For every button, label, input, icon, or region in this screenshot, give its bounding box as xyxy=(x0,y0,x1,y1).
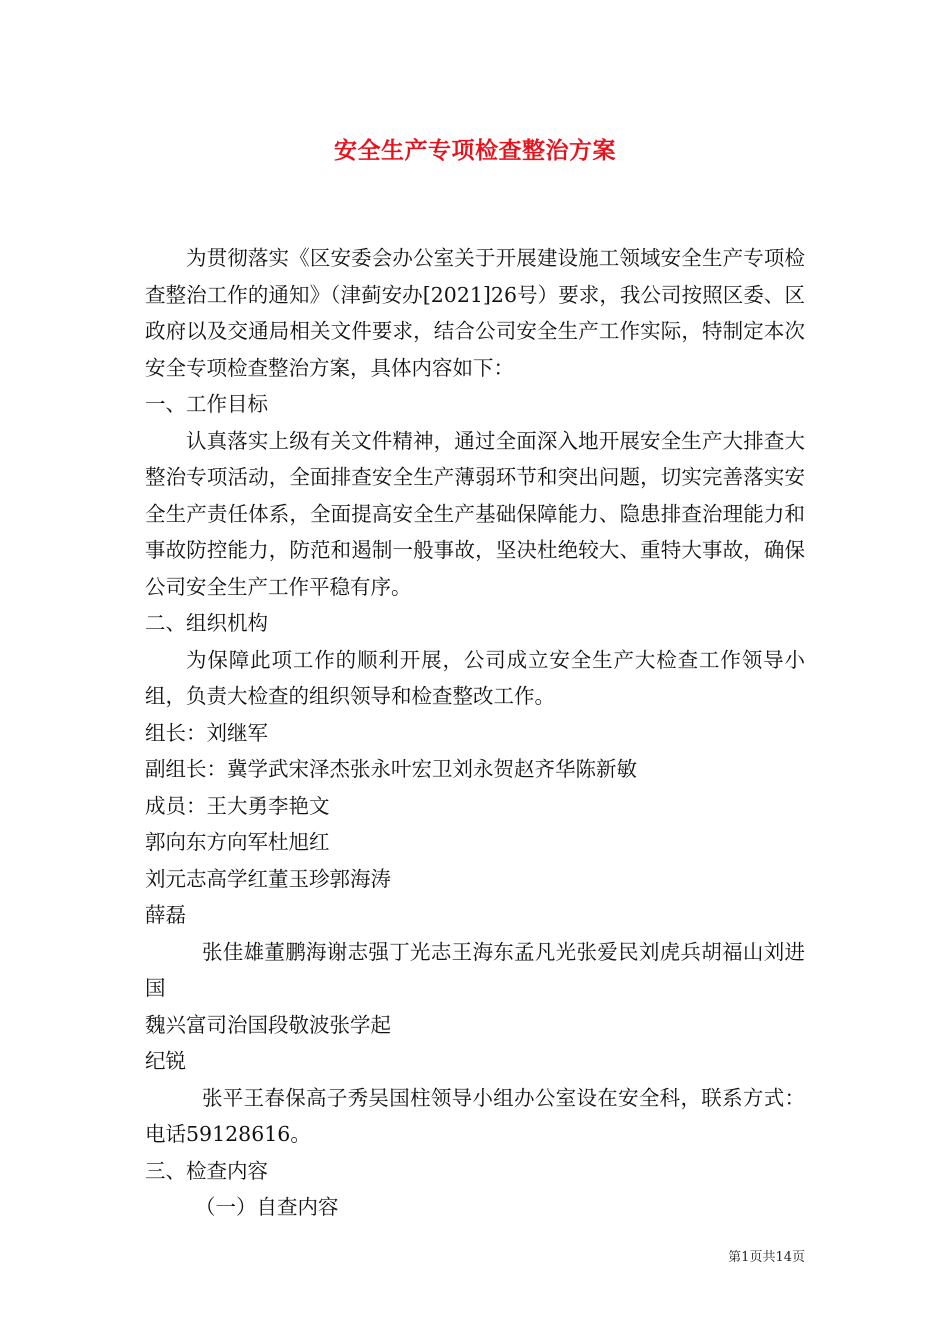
members-line-2: 郭向东方向军杜旭红 xyxy=(145,830,330,854)
intro-paragraph: 为贯彻落实《区安委会办公室关于开展建设施工领域安全生产专项检查整治工作的通知》（津蓟安办[2021]26号）要求，我公司按照区委、区政府以及交通局相关文件要求，结合公司安全生产工作实际，特制定本次安全专项检查整治方案，具体内容如下： xyxy=(145,246,805,380)
members-line-6: 魏兴富司治国段敬波张学起 xyxy=(145,1012,391,1037)
page-number-footer: 第1页共14页 xyxy=(728,1250,805,1265)
subsection-heading-self-check: （一）自查内容 xyxy=(195,1195,339,1219)
members-line: 成员：王大勇李艳文 xyxy=(145,793,330,818)
group-leader-line: 组长：刘继军 xyxy=(145,720,268,745)
section-heading-goal: 一、工作目标 xyxy=(145,392,268,416)
members-line-4: 薛磊 xyxy=(145,903,186,927)
members-line-3: 刘元志高学红董玉珍郭海涛 xyxy=(145,866,391,891)
document-body xyxy=(145,240,805,1226)
members-line-5: 张佳雄董鹏海谢志强丁光志王海东孟凡光张爱民刘虎兵胡福山刘进国 xyxy=(145,939,805,1000)
organization-paragraph: 为保障此项工作的顺利开展，公司成立安全生产大检查工作领导小组，负责大检查的组织领导和检查整改工作。 xyxy=(145,647,805,708)
section-heading-inspection: 三、检查内容 xyxy=(145,1158,268,1183)
goal-paragraph: 认真落实上级有关文件精神，通过全面深入地开展安全生产大排查大整治专项活动，全面排查安全生产薄弱环节和突出问题，切实完善落实安全生产责任体系，全面提高安全生产基础保障能力、隐患排查治理能力和事故防控能力，防范和遏制一般事故，坚决杜绝较大、重特大事故，确保公司安全生产工作平稳有序。 xyxy=(145,428,805,599)
document-title: 安全生产专项检查整治方案 xyxy=(334,137,616,164)
section-heading-organization: 二、组织机构 xyxy=(145,611,268,635)
deputy-leader-line: 副组长：冀学武宋泽杰张永叶宏卫刘永贺赵齐华陈新敏 xyxy=(145,757,637,781)
office-contact-paragraph: 张平王春保高子秀吴国柱领导小组办公室设在安全科，联系方式：电话59128616。 xyxy=(145,1085,805,1146)
members-line-7: 纪锐 xyxy=(145,1049,186,1073)
